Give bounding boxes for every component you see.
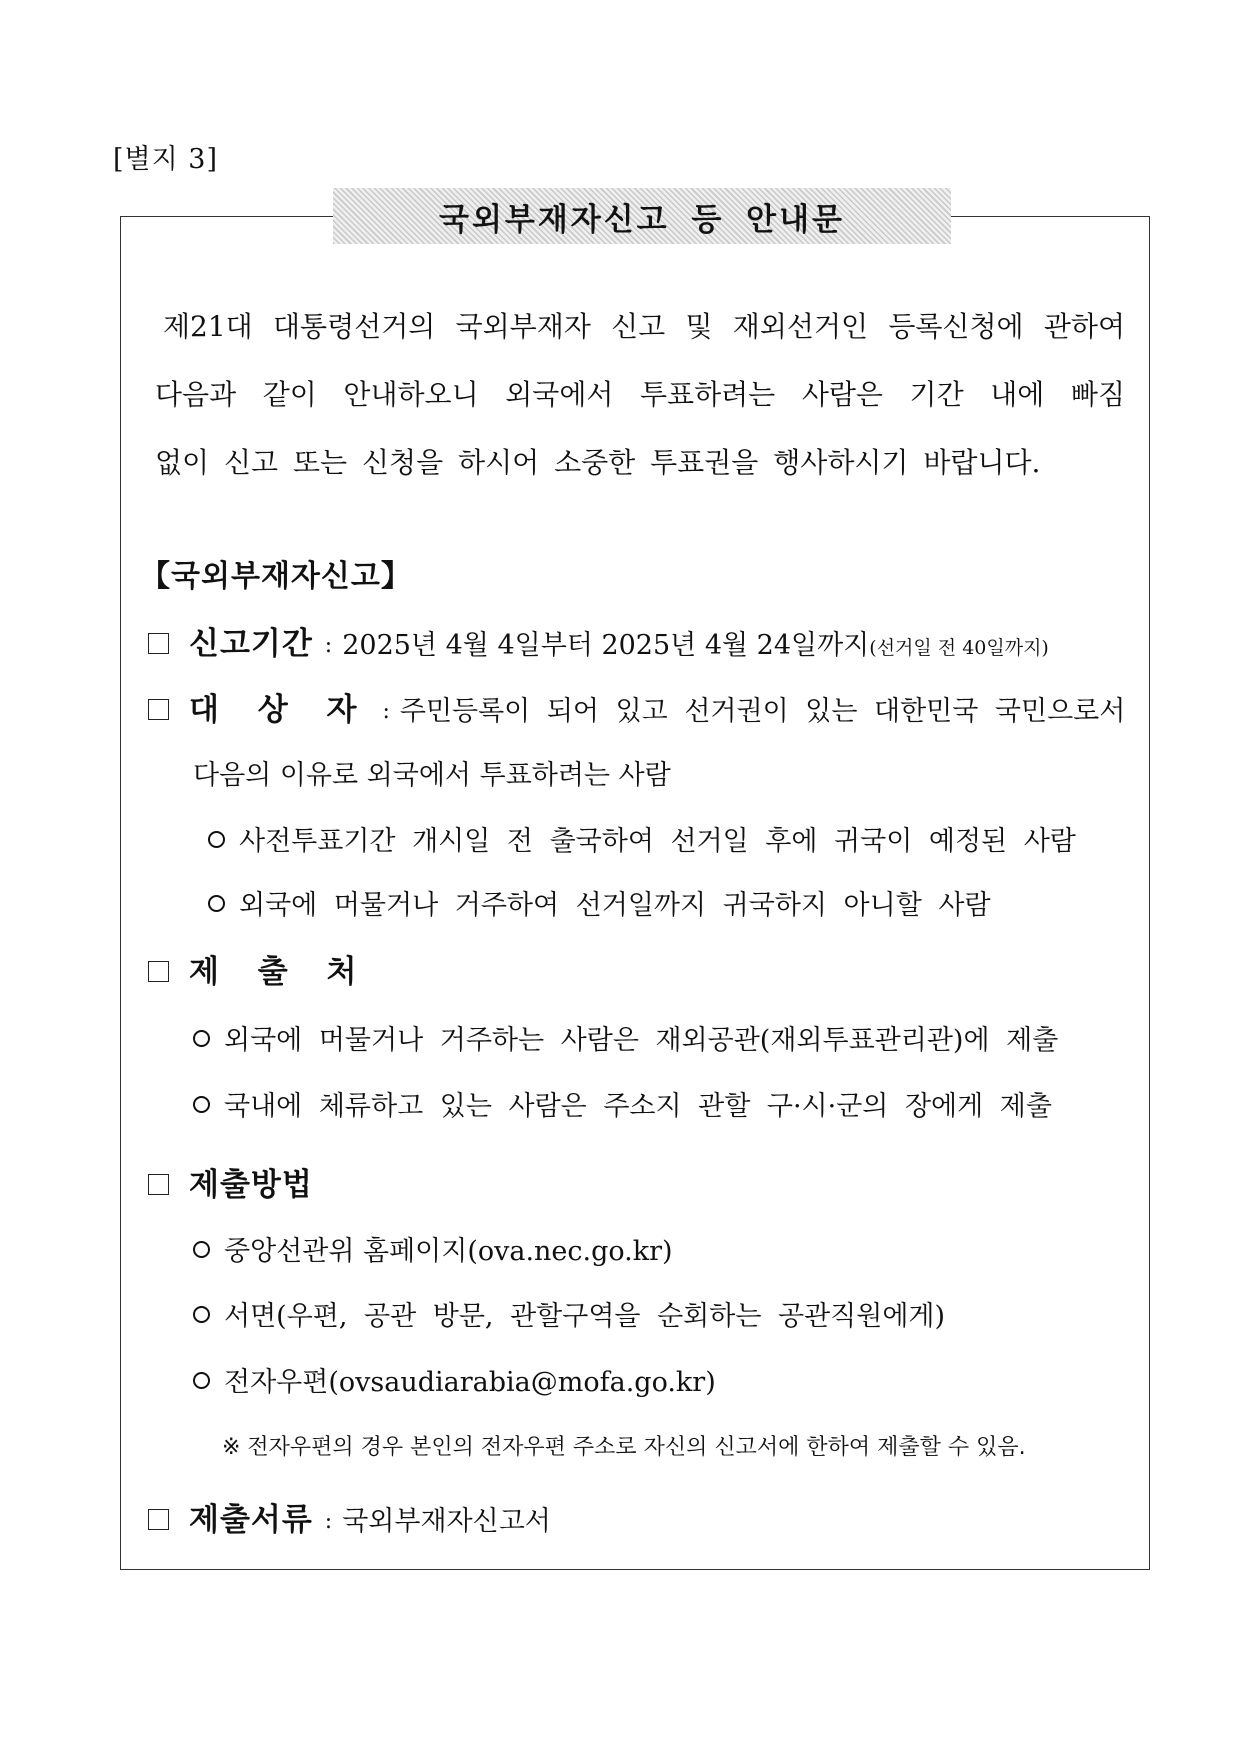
attachment-label: [별지 3] xyxy=(113,144,218,175)
submit-method-item-1 xyxy=(193,1235,673,1269)
colon-separator: : xyxy=(324,1509,333,1534)
documents-label: 제출서류 xyxy=(189,1502,313,1538)
bullet-circle-icon xyxy=(193,1030,210,1047)
period-value: 2025년 4월 4일부터 2025년 4월 24일까지 xyxy=(342,630,870,661)
submit-place-item-1-text: 외국에 머물거나 거주하는 사람은 재외공관(재외투표관리관)에 제출 xyxy=(224,1025,1059,1056)
submit-place-item-2-text: 국내에 체류하고 있는 사람은 주소지 관할 구·시·군의 장에게 제출 xyxy=(224,1091,1052,1122)
checkbox-square-icon xyxy=(148,633,169,654)
submit-method-item-1-text: 중앙선관위 홈페이지(ova.nec.go.kr) xyxy=(224,1236,673,1267)
intro-line-1: 제21대 대통령선거의 국외부재자 신고 및 재외선거인 등록신청에 관하여 xyxy=(163,310,1125,343)
submit-place-row xyxy=(148,955,370,991)
email-note: ※ 전자우편의 경우 본인의 전자우편 주소로 자신의 신고서에 한하여 제출할 수 있음. xyxy=(222,1435,1026,1460)
target-row xyxy=(148,693,1125,731)
checkbox-square-icon xyxy=(148,961,169,982)
submit-method-item-3-text: 전자우편(ovsaudiarabia@mofa.go.kr) xyxy=(224,1367,716,1398)
target-item-2-text: 외국에 머물거나 거주하여 선거일까지 귀국하지 아니할 사람 xyxy=(239,890,991,921)
checkbox-square-icon xyxy=(148,699,169,720)
bullet-circle-icon xyxy=(193,1241,210,1258)
bullet-circle-icon xyxy=(193,1096,210,1113)
submit-method-item-2-text: 서면(우편, 공관 방문, 관할구역을 순회하는 공관직원에게) xyxy=(224,1301,946,1332)
submit-method-item-2 xyxy=(193,1300,945,1334)
section-heading: 【국외부재자신고】 xyxy=(140,559,412,594)
bullet-circle-icon xyxy=(193,1372,210,1389)
documents-value: 국외부재자신고서 xyxy=(342,1506,551,1537)
bullet-circle-icon xyxy=(208,831,225,848)
target-item-2 xyxy=(208,889,991,923)
period-note: (선거일 전 40일까지) xyxy=(869,637,1049,659)
period-row xyxy=(148,627,1049,665)
intro-line-2: 다음과 같이 안내하오니 외국에서 투표하려는 사람은 기간 내에 빠짐 xyxy=(155,378,1125,411)
bullet-circle-icon xyxy=(208,895,225,912)
colon-separator: : xyxy=(382,699,390,724)
target-line-2: 다음의 이유로 외국에서 투표하려는 사람 xyxy=(193,760,671,791)
target-label: 대 상 자 xyxy=(189,692,371,728)
checkbox-square-icon xyxy=(148,1509,169,1530)
notice-title: 국외부재자신고 등 안내문 xyxy=(439,201,845,238)
target-item-1 xyxy=(208,825,1076,859)
intro-paragraph xyxy=(155,293,1125,497)
target-item-1-text: 사전투표기간 개시일 전 출국하여 선거일 후에 귀국이 예정된 사람 xyxy=(239,826,1076,857)
title-banner xyxy=(333,188,951,244)
colon-separator: : xyxy=(324,633,333,658)
submit-method-label: 제출방법 xyxy=(189,1167,313,1203)
documents-row xyxy=(148,1503,551,1541)
intro-line-3: 없이 신고 또는 신청을 하시어 소중한 투표권을 행사하시기 바랍니다. xyxy=(155,446,1041,479)
submit-place-item-1 xyxy=(193,1024,1058,1058)
submit-place-label: 제 출 처 xyxy=(189,954,371,990)
checkbox-square-icon xyxy=(148,1174,169,1195)
submit-method-item-3 xyxy=(193,1366,716,1400)
target-line-1: 주민등록이 되어 있고 선거권이 있는 대한민국 국민으로서 xyxy=(399,696,1126,727)
submit-place-item-2 xyxy=(193,1090,1052,1124)
bullet-circle-icon xyxy=(193,1306,210,1323)
submit-method-row xyxy=(148,1168,313,1204)
period-label: 신고기간 xyxy=(189,626,313,662)
